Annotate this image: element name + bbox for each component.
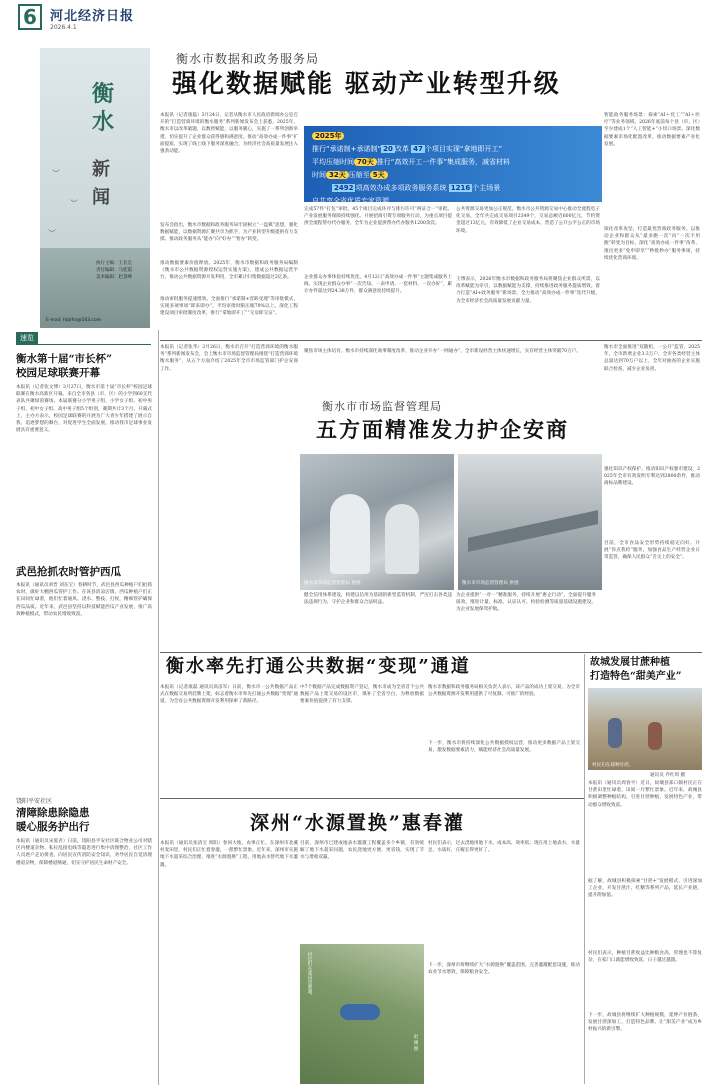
- column-rule: [584, 654, 585, 1084]
- escalator-photo: [458, 454, 602, 590]
- lead-body: 探化改革攻坚，打造最优营商政务服务。以推动企业和群众从“最多跑一次”向“一次不用跑”转变为目标，深化“高效办成一件事”改革，推出更多“免申即享”“秒批秒办”服务事项，持续优化营商环境。: [604, 227, 700, 261]
- market-body: 目前，全市食品安全形势持续稳定向好。开展“你点我检”服务，加强食品生产经营企业日常监管，确保人民群众“舌尖上的安全”。: [604, 541, 700, 561]
- market-body: 为企业提供“一对一”精准服务，持续开展“惠企行动”，全面提升服务质效。推进计量、标准、认证认可、检验检测等质量基础设施建设，为企业发展保驾护航。: [456, 593, 596, 613]
- sugarcane-body: 村民们表示，种植甘蔗收益比种粮食高，管理也不算复杂，在家门口就能增收致富，日子越过越甜。: [588, 951, 702, 964]
- inspection-photo: [300, 454, 454, 590]
- lead-body: 王博表示，2026年衡水市数据和政务服务局将聚焦企业群众所需，以改革赋能为牵引，以数据赋能为支撑，持续推进政务服务提质增效。着力打造“AI+政务服务”新场景，全力推动“高效办成一件事”迭代升级，为全市经济社会高质量发展贡献力量。: [456, 277, 600, 304]
- data-story-headline: 衡水率先打通公共数据“变现”通道: [166, 656, 471, 677]
- farmer-figure: [608, 718, 622, 748]
- issue-date: 2026.4.1: [50, 24, 77, 31]
- quick-news-tag: 速览: [16, 332, 38, 344]
- section-banner: [40, 48, 150, 328]
- market-body: 强化知识产权保护，推动知识产权强市建设，2025年全市有效发明专利达到2800余件，推动商标品牌建设。: [604, 467, 700, 487]
- editor-credit: 执行主编：王长宏: [96, 261, 132, 266]
- section-title-4: 闻: [92, 187, 110, 208]
- sugarcane-body: 据了解，故城县积极探索“甘蔗+”发展模式，引进深加工企业，开发甘蔗汁、红糖等系列产品，延长产业链，提升附加值。: [588, 879, 702, 899]
- section-title-3: 新: [92, 159, 110, 180]
- sugarcane-body: 本报讯（通讯员周春平）近日，故城县郑口镇村民正在甘蔗田里忙碌着，田间一片繁忙景象。近年来，故城县积极调整种植结构，引进甘蔗种植，发展特色产业，带动群众增收致富。: [588, 781, 702, 808]
- photo-credit: 通讯员 乔红周 摄: [650, 773, 686, 778]
- sugarcane-photo: [588, 688, 702, 770]
- sugarcane-body: 下一步，故城县将继续扩大种植规模，延伸产业链条，发展甘蔗深加工，打造特色品牌，让“甜美产业”成为乡村振兴的新引擎。: [588, 1013, 702, 1033]
- section-title-1: 衡: [92, 81, 115, 107]
- escalator-rail: [468, 510, 598, 552]
- sugarcane-headline: 故城发展甘蔗种植 打造特色“甜美产业”: [590, 657, 682, 682]
- divider: [160, 798, 584, 799]
- bird-icon: ︶: [52, 169, 60, 178]
- lead-body: 公共资源交易更加公正规范。衡水市公共资源交易中心推动全流程电子化交易，全年共完成交易项目2349个，交易总额近600亿元，节约资金超过13亿元，有效降低了企业交易成本，营造了公开公平公正的市场环境。: [456, 207, 600, 234]
- market-body: 衡水市全面推进“双随机、一公开”监管，2025年，全市新增企业3.3万户，全市各类经营主体总量达到70万户以上，全年对抽查的企业实施联合检查，减少企业负担。: [604, 345, 700, 372]
- brief-headline: 武邑抢抓农时管护西瓜: [16, 566, 121, 578]
- bird-icon: ︶: [48, 229, 56, 238]
- farmer-figure: [648, 722, 662, 750]
- market-kicker: 衡水市市场监督管理局: [322, 400, 442, 413]
- newspaper-name: 河北经济日报: [50, 9, 135, 24]
- market-body: 本报讯（记者张华）3月26日，衡水市召开“打造营商环境的衡水服务”系列新闻发布会，会上衡水市市场监督管理局围绕“打造营商环境衡水服务”，从五个方面介绍了2025年全市市场监管部门护企安商工作。: [160, 345, 298, 372]
- photo-caption: 衡水市市场监督管理局 供图: [462, 581, 519, 586]
- market-body: 健全信用体系建设，构建以信用为基础的新型监管机制，严厉打击各类违法违规行为，守护企业和群众合法权益。: [304, 593, 452, 606]
- page-number: 6: [18, 4, 42, 30]
- shenzhou-body: 本报讯（通讯员张清宝 周阳）春回大地，农事正忙。在深州市北溪村麦田里，村民们正忙着春灌，一派繁忙景象。近年来，深州市实施地下水超采综合治理，推进“水源置换”工程，用地表水替代地下水灌溉。: [160, 841, 298, 868]
- irrigation-photo: [300, 944, 424, 1084]
- contact-email: E-mail: hbjrhs@163.com: [46, 318, 102, 323]
- editor-credit: 责任编辑：马桂霞: [96, 268, 132, 273]
- brief-kicker: 饶阳平安社区: [16, 798, 53, 805]
- lead-body: 智能政务服务场景：探索“AI＋化工”“AI＋医疗”等业务领域，2026年底前每个县（市、区）至少建成1个“人工智能+”小切口场景。深化数据要素市场化配置改革，推动数据要素产业化发展。: [604, 113, 700, 147]
- stats-highlight-box: 2025年 推行“承诺制+承诺制” 20 改革 47 个项目实现“拿地即开工” 平均压缩时间 70天 推行“高效开工一件事”集成服务，减省材料 时间 32天 压缩至 5天 2492 项高效办成多项政务服务系统 1216 个主场景 自共享全省优质专家资源: [304, 126, 602, 202]
- brief-body: 本报讯（通讯员宋爱君）日前，饶阳县平安社区联合物业公司对辖区内楼道杂物、私拉乱接电线等隐患进行集中清理整治，社区工作人员逐户走访排查，向居民宣传消防安全知识，劝导居民自觉清理楼道杂物，保障楼道畅通，切实守护居民生命财产安全。: [16, 839, 152, 866]
- photo-caption: 村民们在麦田里灌溉。: [307, 952, 312, 998]
- lead-body: 完成57件“打包”审批，45个项目完成环评与排污许可“两证合一”审批。产业发展服务保障持续强化。开展招商引资专项服务行动，为重点项目提供全流程帮办代办服务，全年为企业提供帮办代办服务1200余次。: [304, 207, 452, 227]
- lead-headline: 强化数据赋能 驱动产业转型升级: [172, 69, 561, 98]
- lead-body: 推动数据要素价值释放。2025年，衡水市数据和政务服务局编制《衡水市公共数据资源授权运营实施方案》，建成公共数据运营平台，推动公共数据资源开发利用，全市累计归集数据超过2亿条。: [160, 261, 298, 281]
- column-rule: [158, 330, 159, 1085]
- data-story-body: 衡水市数据和政务服务局相关负责人表示，该产品的成功上架交易，为全市公共数据资源开发利用提供了可复制、可推广的经验。: [428, 685, 580, 698]
- shenzhou-headline: 深州“水源置换”惠春灌: [250, 812, 465, 834]
- editor-credit: 美术编辑：赵景峰: [96, 275, 132, 280]
- data-story-body: 中7个数据产品完成数据资产登记，衡水市成为全省首个公共数据产品上架交易的设区市，填补了全省空白，为释放数据要素价值提供了有力支撑。: [300, 685, 424, 705]
- bird-icon: ︶: [70, 199, 78, 208]
- photo-credit: 赵 刚 摄: [413, 1034, 418, 1051]
- brief-body: 本报讯（记者张文博）3月27日，衡水市第十届“市长杯”校园足球联赛在衡水高新区开幕。来自全市各县（市、区）的小学到60支代表队共聚绿茵赛场。本届联赛分小学男子组、小学女子组、初中男子组、初中女子组、高中男子组5个组别，赛期共计3个月。开幕式上，主办方表示，校园足球联赛的开展为广大青少年搭建了展示自我、追逐梦想的舞台，对促进学生全面发展、推动我市足球事业发展具有重要意义。: [16, 385, 152, 434]
- data-story-body: 下一步，衡水市将持续深化公共数据授权运营，推动更多数据产品上架交易，激发数据要素活力，赋能经济社会高质量发展。: [428, 741, 580, 754]
- divider: [160, 340, 702, 341]
- divider: [160, 652, 702, 653]
- data-story-body: 本报讯（记者康磊 通讯员高彦军）日前，衡水市一公共数据产品正式在数据交易所挂牌上架，标志着衡水市率先打通公共数据“变现”通道，为全省公共数据资源开发利用探索了新路径。: [160, 685, 298, 705]
- brief-body: 本报讯（通讯员刘晋 刘东宝）春耕时节，武邑县西瓜种植户们抢抓农时，做好大棚西瓜管护工作。在该县清凉店镇，西瓜种植户们正在田间忙碌着，他们忙着通风、浇水、整枝、打杈，精细管护确保西瓜品质。近年来，武邑县坚持以科技赋能西瓜产业发展，推广高效种植模式，带动农民增收致富。: [16, 583, 152, 617]
- inspector-figure: [330, 494, 370, 574]
- shenzhou-body: 村民们表示，过去浇地用地下水，成本高、效率低；现在用上地表水，水量足、水质好，庄稼长得更好了。: [428, 841, 580, 854]
- brief-headline: 清障除患除隐患 暖心服务护出行: [16, 807, 90, 833]
- section-title-2: 水: [92, 109, 115, 135]
- shenzhou-body: 下一步，深州市将继续扩大“水源置换”覆盖范围，完善灌溉配套设施，推动农业节水增效，保障粮食安全。: [428, 963, 580, 976]
- divider: [16, 344, 151, 345]
- inspector-figure: [385, 504, 419, 574]
- water-pipe: [340, 1004, 380, 1020]
- market-headline: 五方面精准发力护企安商: [316, 417, 569, 442]
- lead-body: 发布会指出，衡水市数据和政务服务局牢固树立“一盘棋”思想，强化数据赋能，以数据资源汇聚共享为抓手，为产业转型升级提供有力支撑。推动政务服务从“能办”向“好办”“智办”转变。: [160, 223, 298, 243]
- lead-body: 本报讯（记者康磊）3月24日，记者从衡水市人民政府新闻办公室召开的“打造营商环境的衡水服务”系列新闻发布会上获悉，2025年，衡水市以改革破题，以数智赋能，以服务暖心，实施了一系列创新举措，切实提升了企业群众获得感和满意度。推动“高效办成一件事”扩面提质，实现了线上线下服务深度融合，为经济社会高质量发展注入强劲动能。: [160, 113, 298, 155]
- lead-body: 推动审批服务提速增效。全面推行“承诺制+容缺受理”等审批模式，实现多项事项“即来即办”，平均审批时限压缩70%以上。深化工程建设项目审批制度改革，推行“拿地即开工”“交房即交证”。: [160, 297, 298, 317]
- lead-body: 企业群众办事体验持续优化。4月12日“高效办成一件事”主题集成服务上线，实现企业群众办事“一次告知、一表申请、一套材料、一次办好”，累计办件量达到24.38万件，群众满意度持续提升。: [304, 275, 452, 295]
- shenzhou-body: 目前，深州市已建成地表水灌溉工程覆盖多个乡镇，有效缓解了地下水超采问题，农民浇地更方便、更省钱，实现了节水与增收双赢。: [300, 841, 424, 861]
- lead-kicker: 衡水市数据和政务服务局: [176, 52, 320, 66]
- photo-caption: 村民们在栽种甘蔗。: [592, 763, 634, 768]
- brief-headline: 衡水第十届“市长杯” 校园足球联赛开幕: [16, 353, 113, 379]
- lake-image: [40, 248, 150, 328]
- market-body: 聚焦市场主体培育。衡水市持续深化商事制度改革，推动企业开办“一网通办”，全市新设经营主体快速增长，实有经营主体突破70万户。: [304, 349, 581, 354]
- photo-caption: 衡水市市场监督管理局 供图: [304, 581, 361, 586]
